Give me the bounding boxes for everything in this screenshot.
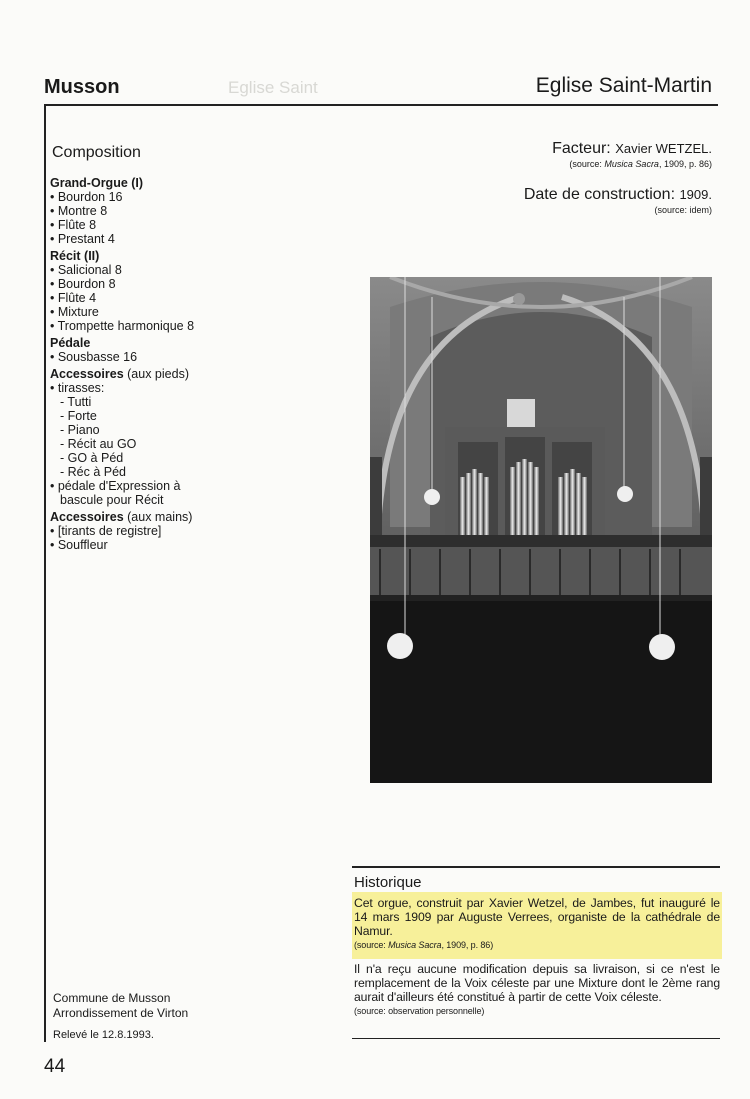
- accessory-item-continued: bascule pour Récit: [60, 493, 164, 507]
- historique-rule: [352, 866, 720, 868]
- composition-title: Composition: [52, 144, 141, 161]
- division-heading: Grand-Orgue (I): [50, 176, 144, 190]
- stop-item: • Bourdon 8: [50, 277, 116, 291]
- builder-block: [552, 140, 712, 169]
- historique-bottom-rule: [352, 1038, 720, 1039]
- date-value: 1909.: [679, 187, 712, 202]
- tirasse-item: - Tutti: [60, 395, 92, 409]
- stop-item: • Prestant 4: [50, 232, 115, 246]
- accessories-heading: Accessoires (aux mains): [50, 510, 193, 524]
- division-heading: Récit (II): [50, 249, 100, 263]
- stop-item: • Salicional 8: [50, 263, 122, 277]
- builder-value: Xavier WETZEL.: [615, 141, 712, 156]
- division-heading: Pédale: [50, 336, 91, 350]
- commune-name: Commune de Musson: [53, 991, 171, 1005]
- accessory-item: • [tirants de registre]: [50, 524, 162, 538]
- accessory-item: • pédale d'Expression à: [50, 479, 181, 493]
- tirasse-item: - Piano: [60, 423, 100, 437]
- stop-item: • Montre 8: [50, 204, 108, 218]
- stop-item: • Mixture: [50, 305, 99, 319]
- left-rule: [44, 104, 46, 1042]
- composition-list: [50, 176, 340, 552]
- place-name: Musson: [44, 76, 120, 98]
- tirasse-item: - Forte: [60, 409, 97, 423]
- commune-block: [53, 991, 188, 1021]
- organ-photo: [370, 277, 712, 783]
- historique-source: (source: Musica Sacra, 1909, p. 86): [354, 940, 494, 950]
- accessories-heading: Accessoires (aux pieds): [50, 367, 189, 381]
- construction-date-block: [524, 186, 712, 215]
- survey-date: Relevé le 12.8.1993.: [53, 1029, 154, 1041]
- builder-label: Facteur:: [552, 140, 616, 157]
- historique-title: Historique: [354, 874, 422, 891]
- tirasse-item: - Réc à Péd: [60, 465, 127, 479]
- date-source: (source: idem): [654, 205, 712, 215]
- builder-source: (source: Musica Sacra, 1909, p. 86): [569, 159, 712, 169]
- header-rule: [44, 104, 718, 106]
- stop-item: • Trompette harmonique 8: [50, 319, 195, 333]
- bleed-through-text: Eglise Saint: [228, 78, 318, 97]
- tirasse-item: - GO à Péd: [60, 451, 124, 465]
- accessory-item: • tirasses:: [50, 381, 105, 395]
- historique-source: (source: observation personnelle): [354, 1006, 485, 1016]
- tirasse-item: - Récit au GO: [60, 437, 137, 451]
- church-name: Eglise Saint-Martin: [535, 74, 712, 97]
- arrondissement-name: Arrondissement de Virton: [53, 1006, 189, 1020]
- historique-paragraph: Cet orgue, construit par Xavier Wetzel, de Jambes, fut inauguré le 14 mars 1909 par Auguste Verrees, organiste de la cathédrale de Namur. (source: Musica Sacra, 1909, p. 86): [354, 896, 720, 950]
- historique-paragraph: Il n'a reçu aucune modification depuis sa livraison, si ce n'est le remplacement de la Voix céleste par une Mixture dont le 2ème rang aurait d'ailleurs été constitué à partir de cette Voix céleste. (source: observation personnelle): [354, 962, 720, 1016]
- stop-item: • Sousbasse 16: [50, 350, 138, 364]
- accessory-item: • Souffleur: [50, 538, 108, 552]
- stop-item: • Flûte 8: [50, 218, 97, 232]
- stop-item: • Flûte 4: [50, 291, 97, 305]
- stop-item: • Bourdon 16: [50, 190, 123, 204]
- page-number: 44: [44, 1056, 66, 1077]
- date-label: Date de construction:: [523, 186, 680, 203]
